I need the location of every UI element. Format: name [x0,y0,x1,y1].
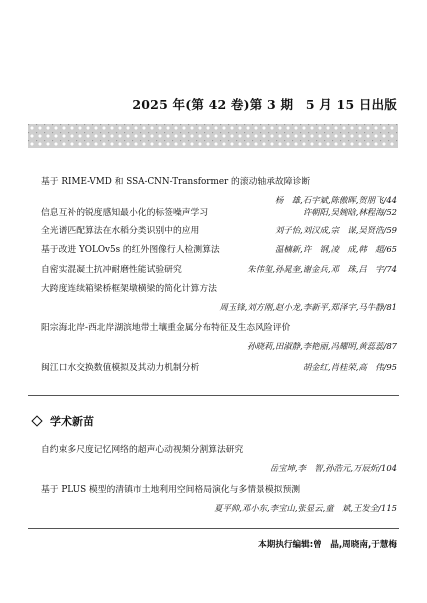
article-authors: 朱伟玺,孙晁奎,谢金兵,邓 珠,吕 宇/74 [247,264,397,274]
article-title: 基于改进 YOLOv5s 的红外图像行人检测算法 [41,245,220,255]
article-authors: 胡金红,肖桂荣,高 伟/95 [302,362,397,372]
diamond-icon [31,415,42,426]
decorative-pattern-band [28,124,398,148]
article-title: 基于 RIME-VMD 和 SSA-CNN-Transformer 的滚动轴承故障诊断 [41,177,311,187]
article-authors: 刘子怡,刘汉成,宗 谋,吴贤浩/59 [275,225,397,235]
article-title: 基于 PLUS 模型的清镇市土地利用空间格局演化与多情景模拟预测 [41,485,301,495]
article-title: 自约束多尺度记忆网络的超声心动视频分割算法研究 [41,445,244,455]
article-entry[interactable] [41,243,397,256]
executive-editors: 本期执行编辑:曾 晶,周晓南,于慧梅 [258,540,397,550]
article-entry[interactable] [41,206,397,219]
article-entry[interactable] [41,176,397,206]
article-authors: 孙晓莉,田淑静,李艳丽,冯耀明,黄蕊蕊/87 [247,341,397,351]
article-entry[interactable] [41,444,397,474]
article-entry[interactable] [41,224,397,237]
article-authors: 周玉锋,刘方刚,赵小龙,李新平,郑泽宇,马牛静/81 [219,302,397,312]
article-authors: 杨 雄,石宇斌,陈傲晖,贺朋飞/44 [275,195,397,205]
article-authors: 夏平帅,邓小东,李宝山,张显云,童 斌,王发全/115 [214,503,397,513]
article-entry[interactable] [41,322,397,352]
article-authors: 岳宝坤,李 智,孙浩元,万辰炘/104 [269,463,397,473]
article-title: 闽江口水交换数值模拟及其动力机制分析 [41,363,200,373]
article-title: 信息互补的锐度感知最小化的标签噪声学习 [41,208,209,218]
article-authors: 温楠新,许 钢,凌 成,韩 超/65 [275,244,397,254]
article-title: 阳宗海北岸-西北岸湖滨地带土壤重金属分布特征及生态风险评价 [41,323,291,333]
article-entry[interactable] [41,283,397,313]
article-authors: 许朝阳,吴婉晗,林程海/52 [302,207,397,217]
section-divider [28,395,399,396]
article-title: 全光谱匹配算法在水稻分类识别中的应用 [41,226,200,236]
article-entry[interactable] [41,361,397,374]
section-title: 学术新苗 [50,415,94,428]
article-entry[interactable] [41,484,397,514]
article-title: 自密实混凝土抗冲耐磨性能试验研究 [41,265,182,275]
article-entry[interactable] [41,263,397,276]
section-heading [33,413,94,429]
article-title: 大跨度连续箱梁桥框架墩横梁的简化计算方法 [41,284,217,294]
issue-date-line: 2025 年(第 42 卷)第 3 期 5 月 15 日出版 [132,97,397,112]
footer-divider [28,528,399,529]
